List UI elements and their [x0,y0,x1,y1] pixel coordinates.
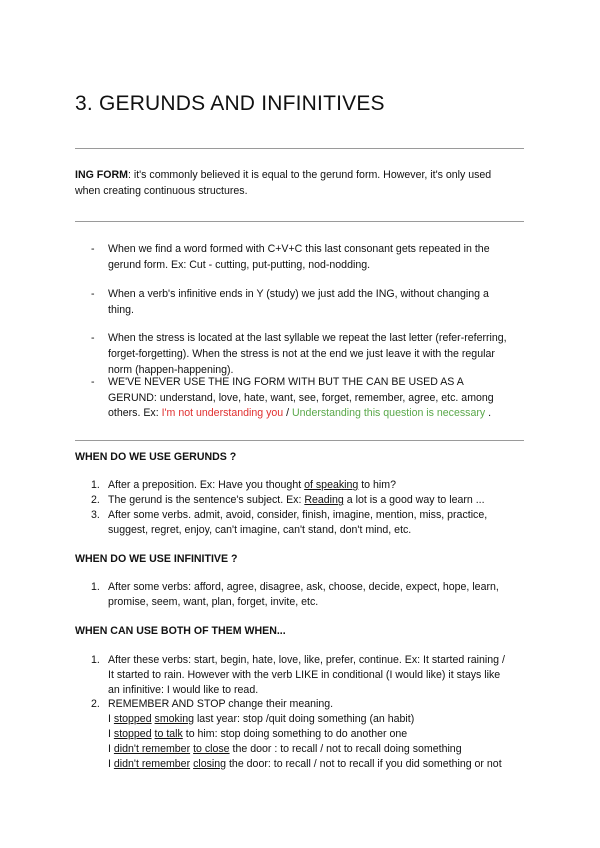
example-correct: Understanding this question is necessary [292,407,486,419]
both-example-1-c: last year: stop /quit doing something (an habit) [194,713,415,725]
rule-1-line-2: gerund form. Ex: Cut - cutting, put-putting, nod-nodding. [108,259,371,271]
intro-text-1: : it's commonly believed it is equal to the gerund form. However, it's only used [127,169,492,181]
both-example-3-c: the door : to recall / not to recall doing something [229,743,462,755]
rule-4-line-3 [108,405,491,421]
gerunds-item-2-number: 2. [91,494,100,506]
both-heading: WHEN CAN USE BOTH OF THEM WHEN... [75,625,286,637]
example-separator: / [283,407,293,419]
intro-label: ING FORM [75,169,128,181]
both-example-1 [108,711,414,727]
both-example-1-u1: stopped [113,713,152,725]
infinitive-item-1-number: 1. [91,581,100,593]
rule-3-bullet: - [91,332,95,344]
both-example-4-c: the door: to recall / not to recall if you did something or not [226,758,502,770]
both-example-4 [108,756,502,772]
rule-3-line-2: forget-forgetting). When the stress is not at the end we just leave it with the regular [108,348,495,360]
both-example-2-u1: stopped [113,728,152,740]
both-example-2 [108,726,407,742]
gerunds-item-1-underlined: of speaking [304,479,359,491]
rule-3-line-1: When the stress is located at the last syllable we repeat the last letter (refer-referring, [108,332,507,344]
both-example-4-u1: didn't remember [113,758,191,770]
rule-2-line-2: thing. [108,304,134,316]
gerunds-item-2 [108,492,485,508]
rule-4-bullet: - [91,376,95,388]
gerunds-item-3-line-1: After some verbs. admit, avoid, consider, finish, imagine, mention, miss, practice, [108,509,488,521]
both-item-1-line-2: It started to rain. However with the verb LIKE in conditional (I would like) it stays like [108,669,501,681]
gerunds-item-2-underlined: Reading [304,494,344,506]
both-item-1-line-3: an infinitive: I would like to read. [108,684,259,696]
rule-4-line-1: WE'VE NEVER USE THE ING FORM WITH BUT THE CAN BE USED AS A [108,376,464,388]
gerunds-item-3-line-2: suggest, regret, enjoy, can't imagine, can't stand, don't mind, etc. [108,524,412,536]
gerunds-item-2-end: a lot is a good way to learn ... [343,494,485,506]
rule-2-line-1: When a verb's infinitive ends in Y (study) we just add the ING, without changing a [108,288,489,300]
divider-intro [75,221,524,222]
both-example-2-c: to him: stop doing something to do another one [182,728,408,740]
both-item-1-number: 1. [91,654,100,666]
intro-line-2: when creating continuous structures. [75,185,248,197]
both-item-1-line-1: After these verbs: start, begin, hate, love, like, prefer, continue. Ex: It started raining / [108,654,505,666]
gerunds-item-1-text: After a preposition. Ex: Have you thought [108,479,305,491]
gerunds-item-1-end: to him? [358,479,396,491]
both-example-4-a: I [108,758,114,770]
gerunds-heading: WHEN DO WE USE GERUNDS ? [75,451,237,463]
rule-1-bullet: - [91,243,95,255]
gerunds-item-1-number: 1. [91,479,100,491]
infinitive-heading: WHEN DO WE USE INFINITIVE ? [75,553,238,565]
both-item-2-number: 2. [91,698,100,710]
rule-3-line-3: norm (happen-happening). [108,364,234,376]
gerunds-item-2-text: The gerund is the sentence's subject. Ex: [108,494,305,506]
example-incorrect: I'm not understanding you [161,407,284,419]
gerunds-item-3-number: 3. [91,509,100,521]
divider-top [75,148,524,149]
both-item-2-line-1: REMEMBER AND STOP change their meaning. [108,698,334,710]
rule-2-bullet: - [91,288,95,300]
both-example-2-a: I [108,728,114,740]
rule-1-line-1: When we find a word formed with C+V+C this last consonant gets repeated in the [108,243,490,255]
page-title: 3. GERUNDS AND INFINITIVES [75,92,385,115]
both-example-1-a: I [108,713,114,725]
rule-4-prefix: others. Ex: [108,407,162,419]
both-example-2-u2: to talk [154,728,183,740]
both-example-4-u2: closing [193,758,227,770]
both-example-3-a: I [108,743,114,755]
gerunds-item-1 [108,477,396,493]
intro-line-1 [75,167,491,183]
rule-4-line-2: GERUND: understand, love, hate, want, see, forget, remember, agree, etc. among [108,392,494,404]
both-example-3-u2: to close [193,743,230,755]
rule-4-end: . [485,407,492,419]
infinitive-item-1-line-2: promise, seem, want, plan, forget, invite, etc. [108,596,319,608]
divider-rules [75,440,524,441]
both-example-3 [108,741,462,757]
both-example-3-u1: didn't remember [113,743,191,755]
both-example-1-u2: smoking [154,713,194,725]
infinitive-item-1-line-1: After some verbs: afford, agree, disagree, ask, choose, decide, expect, hope, learn, [108,581,499,593]
